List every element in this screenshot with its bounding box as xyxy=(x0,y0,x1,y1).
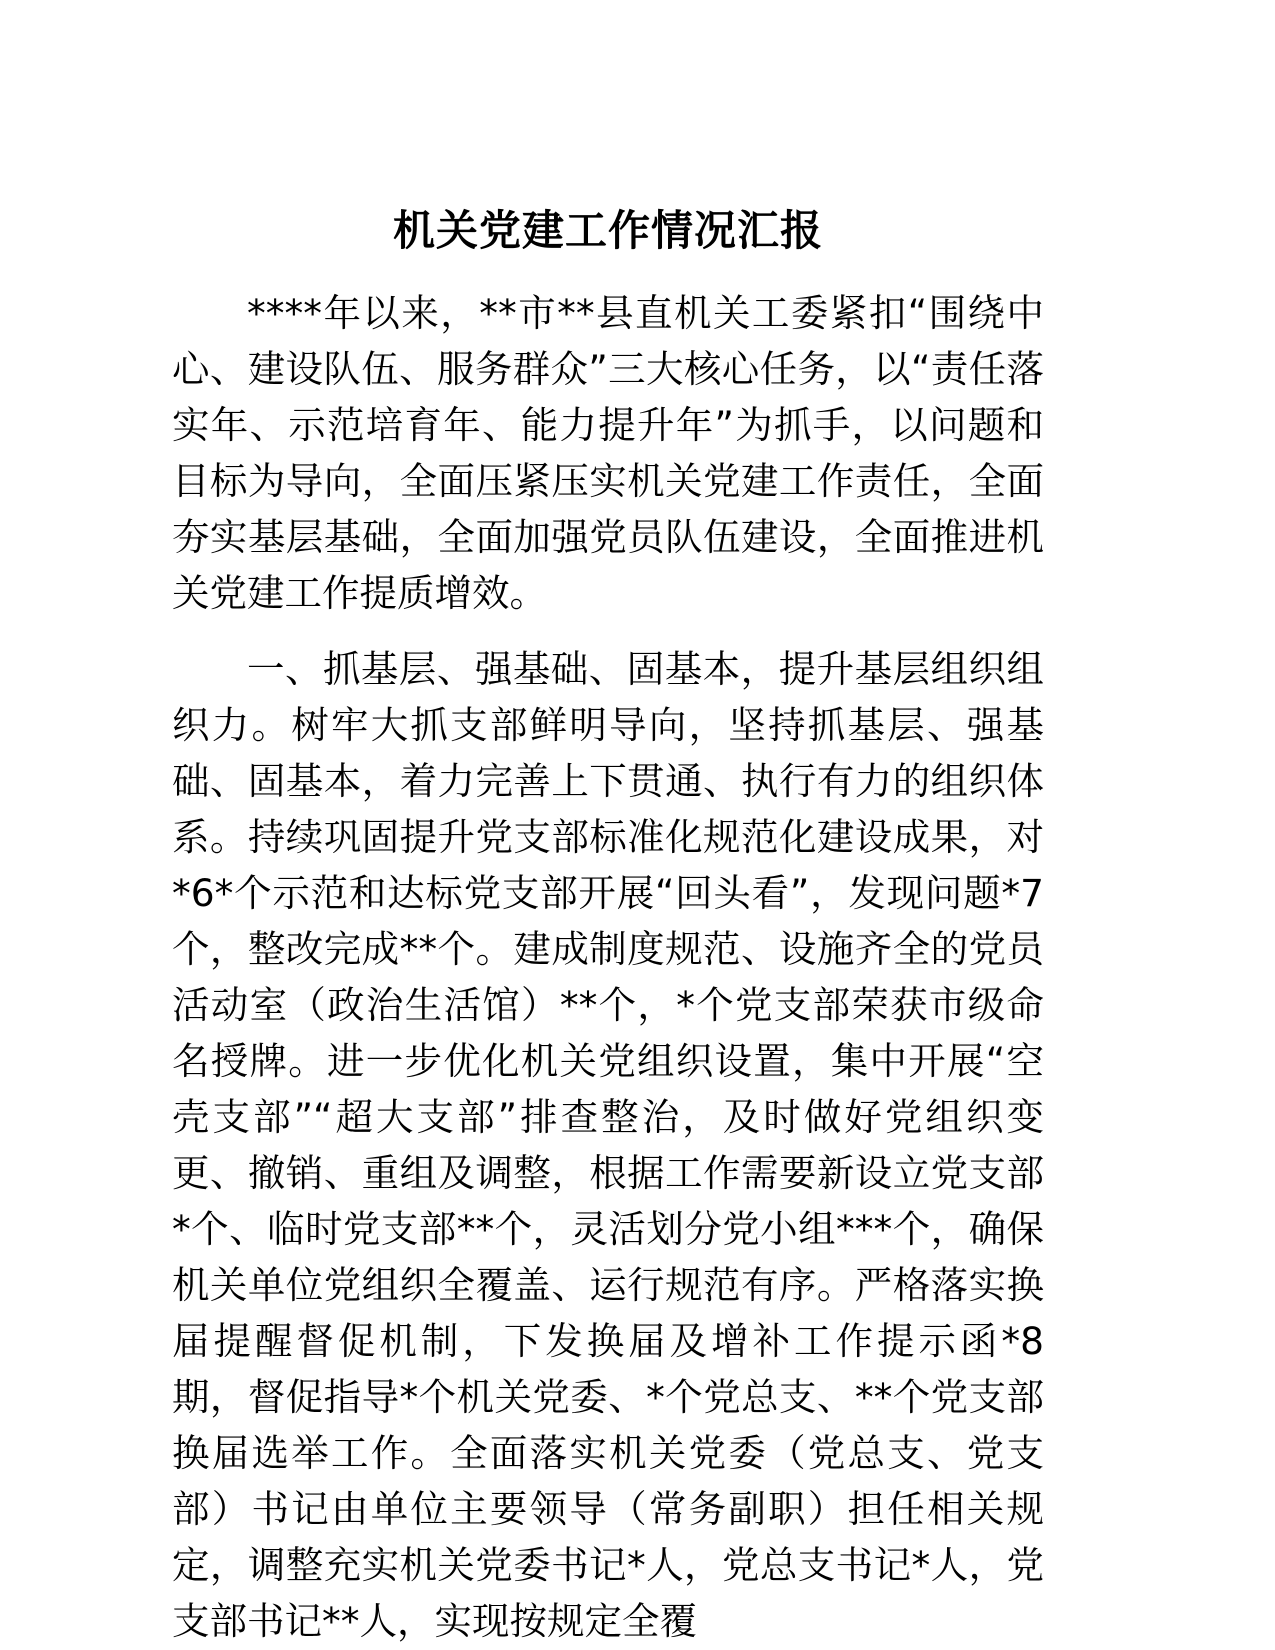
paragraph-intro: ****年以来，**市**县直机关工委紧扣“围绕中心、建设队伍、服务群众”三大核心任务，以“责任落实年、示范培育年、能力提升年”为抓手，以问题和目标为导向，全面压紧压实机关党建工作责任，全面夯实基层基础，全面加强党员队伍建设，全面推进机关党建工作提质增效。 xyxy=(172,291,1044,615)
page-title: 机关党建工作情况汇报 xyxy=(392,206,823,255)
paragraph-section-one: 一、抓基层、强基础、固基本，提升基层组织组织力。树牢大抓支部鲜明导向，坚持抓基层、强基础、固基本，着力完善上下贯通、执行有力的组织体系。持续巩固提升党支部标准化规范化建设成果，对*6*个示范和达标党支部开展“回头看”，发现问题*7 个，整改完成**个。建成制度规范、设施齐全的党员活动室（政治生活馆）**个，*个党支部荣获市级命名授牌。进一步优化机关党组织设置，集中开展“空壳支部”“超大支部”排查整治，及时做好党组织变更、撤销、重组及调整，根据工作需要新设立党支部*个、临时党支部**个，灵活划分党小组***个，确保机关单位党组织全覆盖、运行规范有序。严格落实换届提醒督促机制，下发换届及增补工作提示函*8 期，督促指导*个机关党委、*个党总支、**个党支部换届选举工作。全面落实机关党委（党总支、党支部）书记由单位主要领导（常务副职）担任相关规定，调整充实机关党委书记*人，党总支书记*人，党支部书记**人，实现按规定全覆 xyxy=(172,647,1044,1643)
document-body xyxy=(172,0,1044,1649)
